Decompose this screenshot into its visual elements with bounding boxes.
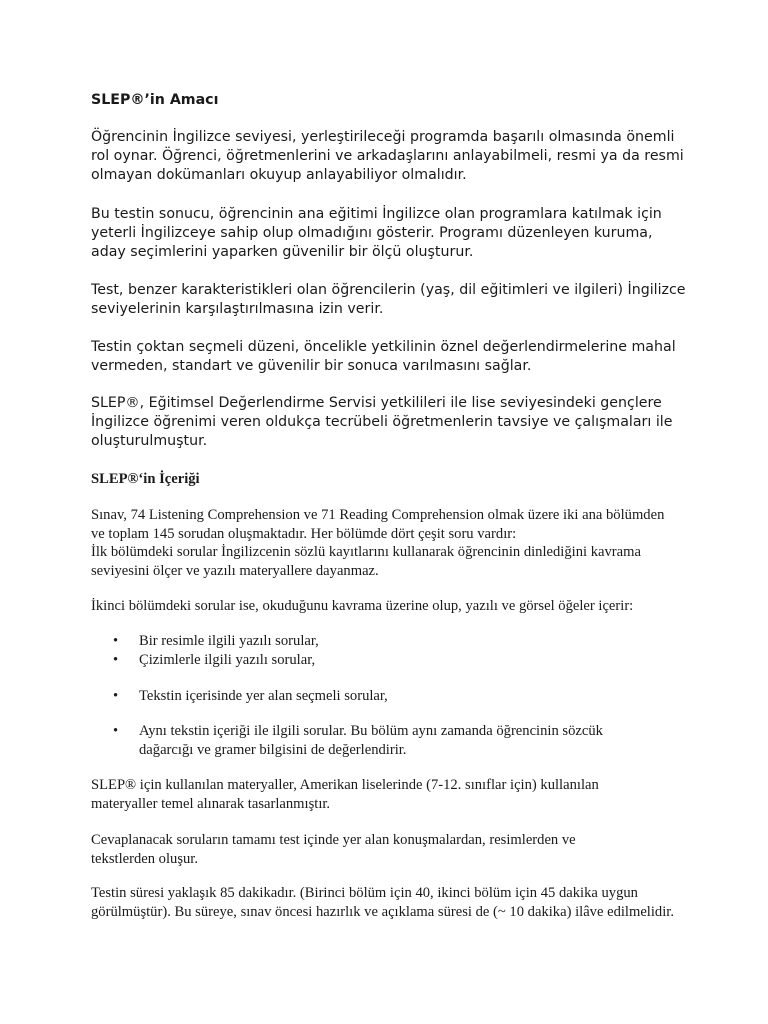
list-item-text: Çizimlerle ilgili yazılı sorular,: [139, 652, 316, 668]
section-heading-purpose: SLEP®’in Amacı: [91, 92, 219, 108]
list-item-text: Aynı tekstin içeriği ile ilgili sorular. Bu bölüm aynı zamanda öğrencinin sözcük dağarcığı ve gramer bilgisini de değerlendirir.: [139, 723, 603, 758]
bullet-icon: •: [113, 652, 119, 668]
list-item-text: Tekstin içerisinde yer alan seçmeli sorular,: [139, 688, 388, 704]
list-item-text: Bir resimle ilgili yazılı sorular,: [139, 633, 319, 649]
bullet-icon: •: [113, 633, 119, 649]
paragraph-purpose-3: Test, benzer karakteristikleri olan öğrencilerin (yaş, dil eğitimleri ve ilgileri) İngilizce seviyelerinin karşılaştırılmasına izin verir.: [91, 282, 686, 317]
paragraph-duration: Testin süresi yaklaşık 85 dakikadır. (Birinci bölüm için 40, ikinci bölüm için 45 dakika uygun görülmüştür). Bu süreye, sınav öncesi hazırlık ve açıklama süresi de (~ 10 dakika) ilâve edilmelidir.: [91, 885, 674, 920]
bullet-icon: •: [113, 723, 119, 739]
paragraph-second-part: İkinci bölümdeki sorular ise, okuduğunu kavrama üzerine olup, yazılı ve görsel öğeler içerir:: [91, 598, 634, 614]
section-heading-content: SLEP®‘in İçeriği: [91, 471, 200, 487]
paragraph-purpose-4: Testin çoktan seçmeli düzeni, öncelikle yetkilinin öznel değerlendirmelerine mahal vermeden, standart ve güvenilir bir sonuca varılmasını sağlar.: [91, 339, 676, 374]
paragraph-purpose-2: Bu testin sonucu, öğrencinin ana eğitimi İngilizce olan programlara katılmak için yeterli İngilizceye sahip olup olmadığını gösterir. Programı düzenleyen kuruma, aday seçimlerini yaparken güvenilir bir ölçü oluşturur.: [91, 206, 662, 260]
paragraph-materials: SLEP® için kullanılan materyaller, Amerikan liselerinde (7-12. sınıflar için) kullanılan materyaller temel alınarak tasarlanmıştır.: [91, 777, 599, 812]
paragraph-first-part: İlk bölümdeki sorular İngilizcenin sözlü kayıtlarını kullanarak öğrencinin dinlediğini kavrama seviyesini ölçer ve yazılı materyallere dayanmaz.: [91, 544, 641, 579]
paragraph-answers: Cevaplanacak soruların tamamı test içinde yer alan konuşmalardan, resimlerden ve tekstlerden oluşur.: [91, 832, 576, 867]
paragraph-purpose-1: Öğrencinin İngilizce seviyesi, yerleştirileceği programda başarılı olmasında önemli rol oynar. Öğrenci, öğretmenlerini ve arkadaşlarını anlayabilmeli, resmi ya da resmi olmayan dokümanları okuyup anlayabiliyor olmalıdır.: [91, 129, 684, 183]
paragraph-purpose-5: SLEP®, Eğitimsel Değerlendirme Servisi yetkilileri ile lise seviyesindeki gençlere İngilizce öğrenimi veren oldukça tecrübeli öğretmenlerin tavsiye ve çalışmaları ile oluşturulmuştur.: [91, 395, 673, 449]
bullet-icon: •: [113, 688, 119, 704]
paragraph-intro: Sınav, 74 Listening Comprehension ve 71 Reading Comprehension olmak üzere iki ana bölümden ve toplam 145 sorudan oluşmaktadır. Her bölümde dört çeşit soru vardır:: [91, 507, 665, 542]
